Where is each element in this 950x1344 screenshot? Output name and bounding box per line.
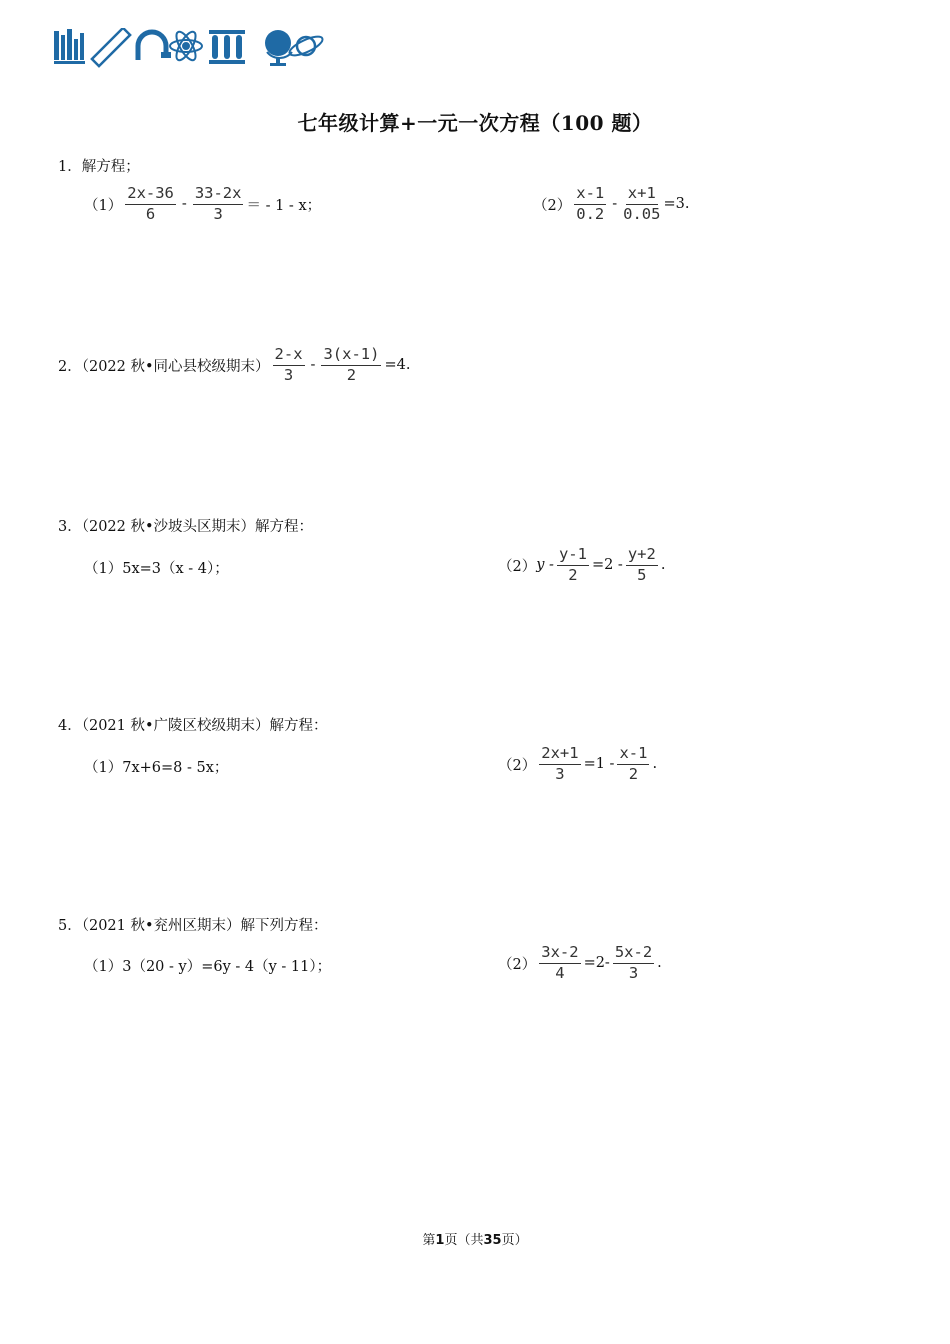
equation-rhs: =3. xyxy=(663,196,690,212)
question-3-part-2 xyxy=(498,547,665,583)
denominator: 0.2 xyxy=(576,204,605,223)
operator: - xyxy=(181,196,187,212)
footer-prefix: 第 xyxy=(422,1233,436,1248)
numerator: y+2 xyxy=(626,547,658,566)
fraction xyxy=(613,945,654,981)
question-3-label: 3．（2022 秋•沙坡头区期末）解方程： xyxy=(58,519,314,535)
equation-end: . xyxy=(652,756,658,772)
fraction xyxy=(623,186,660,222)
question-4-part-1: （1）7x+6=8 - 5x； xyxy=(84,760,229,776)
question-5-label: 5．（2021 秋•兖州区期末）解下列方程： xyxy=(58,918,328,934)
denominator: 0.05 xyxy=(623,204,661,223)
equation-middle: =2- xyxy=(583,955,610,971)
denominator: 6 xyxy=(145,204,156,223)
fraction xyxy=(321,347,381,383)
header-icon-strip xyxy=(54,28,326,68)
total-pages: 35 xyxy=(483,1233,502,1248)
question-2-label: 2．（2022 秋•同心县校级期末） xyxy=(58,358,270,375)
operator: - xyxy=(612,196,618,212)
equation-lead: y - xyxy=(536,557,554,573)
fraction xyxy=(539,945,580,981)
numerator: x-1 xyxy=(574,186,606,205)
numerator: y-1 xyxy=(557,547,589,566)
equation-middle: =1 - xyxy=(583,756,615,772)
denominator: 2 xyxy=(346,365,357,384)
page-footer xyxy=(0,1229,950,1248)
fraction xyxy=(626,547,658,583)
question-5-part-1: （1）3（20 - y）=6y - 4（y - 11）； xyxy=(84,959,332,975)
operator: - xyxy=(310,357,316,373)
numerator: 5x-2 xyxy=(613,945,654,964)
fraction xyxy=(617,746,649,782)
equation-middle: =2 - xyxy=(591,557,623,573)
equation-end: . xyxy=(660,557,666,573)
numerator: 33-2x xyxy=(193,186,244,205)
part-prefix: （2） xyxy=(533,197,572,214)
fraction xyxy=(273,347,305,383)
question-3-part-1: （1）5x=3（x - 4）； xyxy=(84,561,229,577)
globe-icon xyxy=(265,30,292,66)
numerator: x-1 xyxy=(617,746,649,765)
numerator: 2x+1 xyxy=(539,746,580,765)
bookshelf-icon xyxy=(54,29,85,64)
denominator: 4 xyxy=(555,963,565,982)
numerator: 2x-36 xyxy=(125,186,176,205)
equation-end: . xyxy=(657,955,662,971)
numerator: 2-x xyxy=(273,347,305,366)
equation-rhs: ＝ - 1 - x； xyxy=(246,197,322,214)
part-prefix: （2） xyxy=(498,757,537,774)
fraction xyxy=(125,186,176,222)
numerator: 3(x-1) xyxy=(321,347,381,366)
fraction xyxy=(539,746,580,782)
footer-middle: 页（共 xyxy=(444,1233,484,1248)
question-4-label: 4．（2021 秋•广陵区校级期末）解方程： xyxy=(58,718,328,734)
denominator: 5 xyxy=(637,565,647,584)
denominator: 2 xyxy=(628,764,639,783)
question-5-part-2 xyxy=(498,945,662,981)
fraction xyxy=(574,186,606,222)
question-1-label: 1．解方程； xyxy=(58,159,140,175)
question-4-part-2 xyxy=(498,746,657,782)
numerator: x+1 xyxy=(626,186,658,205)
question-1-part-1 xyxy=(84,186,321,222)
footer-suffix: 页） xyxy=(501,1233,528,1248)
planet-icon xyxy=(287,33,325,59)
magnet-icon xyxy=(138,32,171,60)
part-prefix: （2） xyxy=(498,558,537,575)
question-1-part-2 xyxy=(533,186,689,222)
atom-icon xyxy=(170,29,202,63)
fraction xyxy=(557,547,589,583)
part-prefix: （1） xyxy=(84,197,123,214)
denominator: 2 xyxy=(568,565,578,584)
fraction xyxy=(193,186,244,222)
test-tubes-icon xyxy=(209,30,245,64)
question-2 xyxy=(58,347,410,383)
equation-rhs: =4. xyxy=(384,357,411,373)
page-number: 1 xyxy=(435,1233,445,1248)
denominator: 3 xyxy=(283,365,294,384)
page-title: 七年级计算+一元一次方程（100 题） xyxy=(297,111,653,135)
part-prefix: （2） xyxy=(498,956,537,973)
denominator: 3 xyxy=(628,963,639,982)
denominator: 3 xyxy=(213,204,223,223)
denominator: 3 xyxy=(555,764,565,783)
numerator: 3x-2 xyxy=(539,945,580,964)
ruler-icon xyxy=(92,28,130,66)
